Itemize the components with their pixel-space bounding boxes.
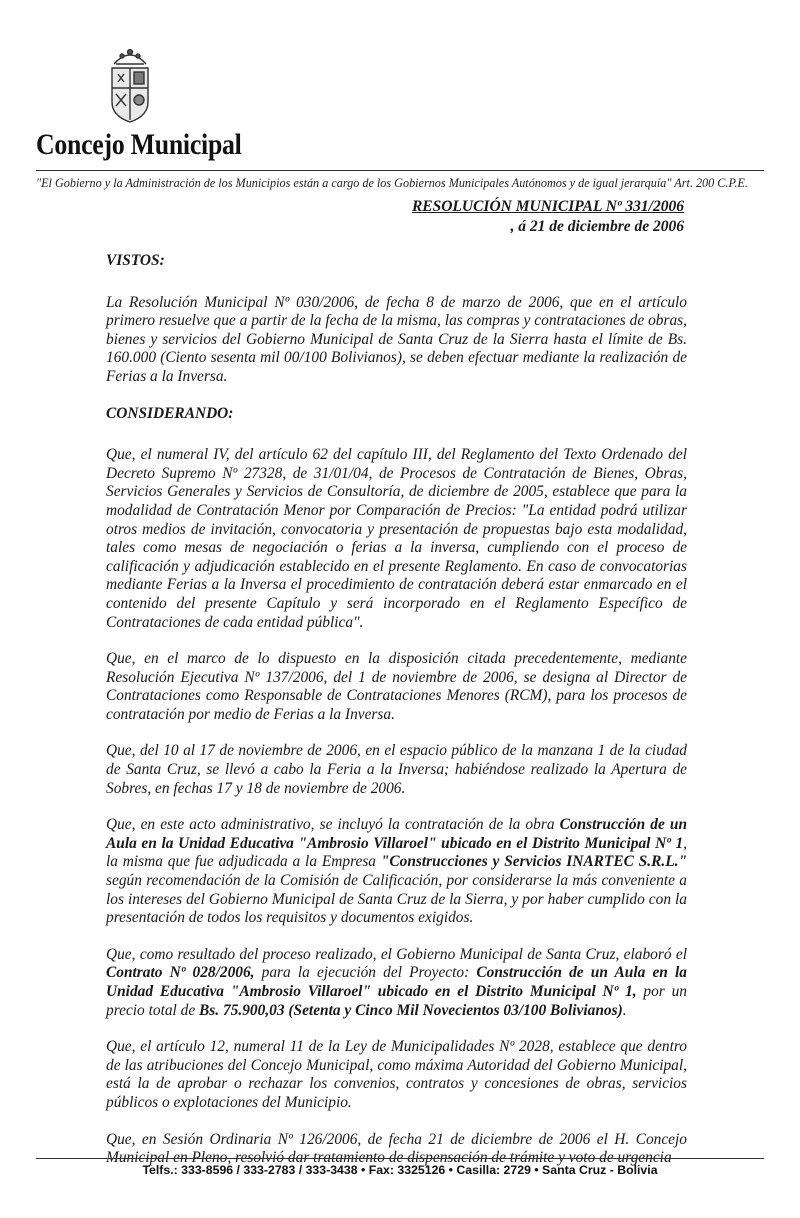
considerando-paragraph-4 <box>106 816 687 928</box>
footer-contact: Telfs.: 333-8596 / 333-2783 / 333-3438 • Fax: 3325126 • Casilla: 2729 • Santa Cruz - Bolivia <box>142 1163 658 1177</box>
vistos-heading: VISTOS: <box>106 252 165 269</box>
p5-text-a: Que, como resultado del proceso realizado, el Gobierno Municipal de Santa Cruz, elaboró el <box>106 945 687 963</box>
organization-name: Concejo Municipal <box>36 128 242 161</box>
p5-text-e: por un precio total de <box>106 983 687 1019</box>
header-motto: "El Gobierno y la Administración de los Municipios están a cargo de los Gobiernos Municipales Autónomos y de igual jerarquía" Art. 200 C.P.E. <box>36 176 748 190</box>
considerando-paragraph-6: Que, el artículo 12, numeral 11 de la Ley de Municipalidades Nº 2028, establece que dentro de las atribuciones del Concejo Municipal, como máxima Autoridad del Gobierno Municipal, está la de aprobar o rechazar los convenios, contratos y concesiones de obras, servicios públicos o explotaciones del Municipio. <box>106 1038 687 1111</box>
p4-text-a: Que, en este acto administrativo, se incluyó la contratación de la obra <box>106 816 560 834</box>
p4-text-e: según recomendación de la Comisión de Calificación, por considerarse la más conveniente a los intereses del Gobierno Municipal de Santa Cruz de la Sierra, y por haber cumplido con la presentación de todos los requisitos y documentos exigidos. <box>106 872 687 927</box>
p4-project-name: Construcción de un Aula en la Unidad Educativa "Ambrosio Villaroel" ubicado en el Distrito Municipal Nº 1 <box>106 816 688 852</box>
p4-text-c: , la misma que fue adjudicada a la Empresa <box>106 834 687 871</box>
p5-text-g: . <box>622 1001 627 1019</box>
considerando-paragraph-7: Que, en Sesión Ordinaria Nº 126/2006, de fecha 21 de diciembre de 2006 el H. Concejo Municipal en Pleno, resolvió dar tratamiento de dispensación de trámite y voto de urgencia <box>106 1130 687 1167</box>
document-body <box>106 252 687 1186</box>
p5-total-price: Bs. 75.900,03 (Setenta y Cinco Mil Novecientos 03/100 Bolivianos) <box>199 1001 623 1019</box>
considerando-paragraph-1: Que, el numeral IV, del artículo 62 del capítulo III, del Reglamento del Texto Ordenado del Decreto Supremo Nº 27328, de 31/01/04, de Procesos de Contratación de Bienes, Obras, Servicios Generales y Servicios de Consultoría, de diciembre de 2005, establece que para la modalidad de Contratación Menor por Comparación de Precios: "La entidad podrá utilizar otros medios de invitación, convocatoria y presentación de propuestas bajo esta modalidad, tales como mesas de negociación o ferias a la inversa, cumpliendo con el proceso de calificación y adjudicación establecido en el presente Reglamento. En caso de convocatorias mediante Ferias a la Inversa el procedimiento de contratación deberá estar enmarcado en el contenido del presente Capítulo y será incorporado en el Reglamento Específico de Contrataciones de cada entidad pública". <box>106 446 687 631</box>
p5-text-c: para la ejecución del Proyecto: <box>254 964 477 982</box>
footer-rule <box>36 1158 764 1159</box>
coat-of-arms-icon <box>104 44 156 124</box>
resolution-date: , á 21 de diciembre de 2006 <box>510 218 684 235</box>
considerando-paragraph-5 <box>106 946 687 1020</box>
p5-contract-number: Contrato Nº 028/2006, <box>106 964 255 982</box>
vistos-paragraph: La Resolución Municipal Nº 030/2006, de fecha 8 de marzo de 2006, que en el artículo primero resuelve que a partir de la fecha de la misma, las compras y contrataciones de obras, bienes y servicios del Gobierno Municipal de Santa Cruz de la Sierra hasta el límite de Bs. 160.000 (Ciento sesenta mil 00/100 Bolivianos), se deben efectuar mediante la realización de Ferias a la Inversa. <box>106 293 687 385</box>
p5-project-name: Construcción de un Aula en la Unidad Educativa "Ambrosio Villaroel" ubicado en el Distrito Municipal Nº 1, <box>106 964 687 1000</box>
header-rule <box>36 170 764 171</box>
p4-company-name: "Construcciones y Servicios INARTEC S.R.L." <box>380 853 687 871</box>
considerando-paragraph-2: Que, en el marco de lo dispuesto en la disposición citada precedentemente, mediante Resolución Ejecutiva Nº 137/2006, del 1 de noviembre de 2006, se designa al Director de Contrataciones como Responsable de Contrataciones Menores (RCM), para los procesos de contratación por medio de Ferias a la Inversa. <box>106 650 687 723</box>
resolution-title: RESOLUCIÓN MUNICIPAL Nº 331/2006 <box>411 198 684 215</box>
considerando-heading: CONSIDERANDO: <box>106 404 234 422</box>
considerando-paragraph-3: Que, del 10 al 17 de noviembre de 2006, en el espacio público de la manzana 1 de la ciudad de Santa Cruz, se llevó a cabo la Feria a la Inversa; habiéndose realizado la Apertura de Sobres, en fechas 17 y 18 de noviembre de 2006. <box>106 742 687 797</box>
